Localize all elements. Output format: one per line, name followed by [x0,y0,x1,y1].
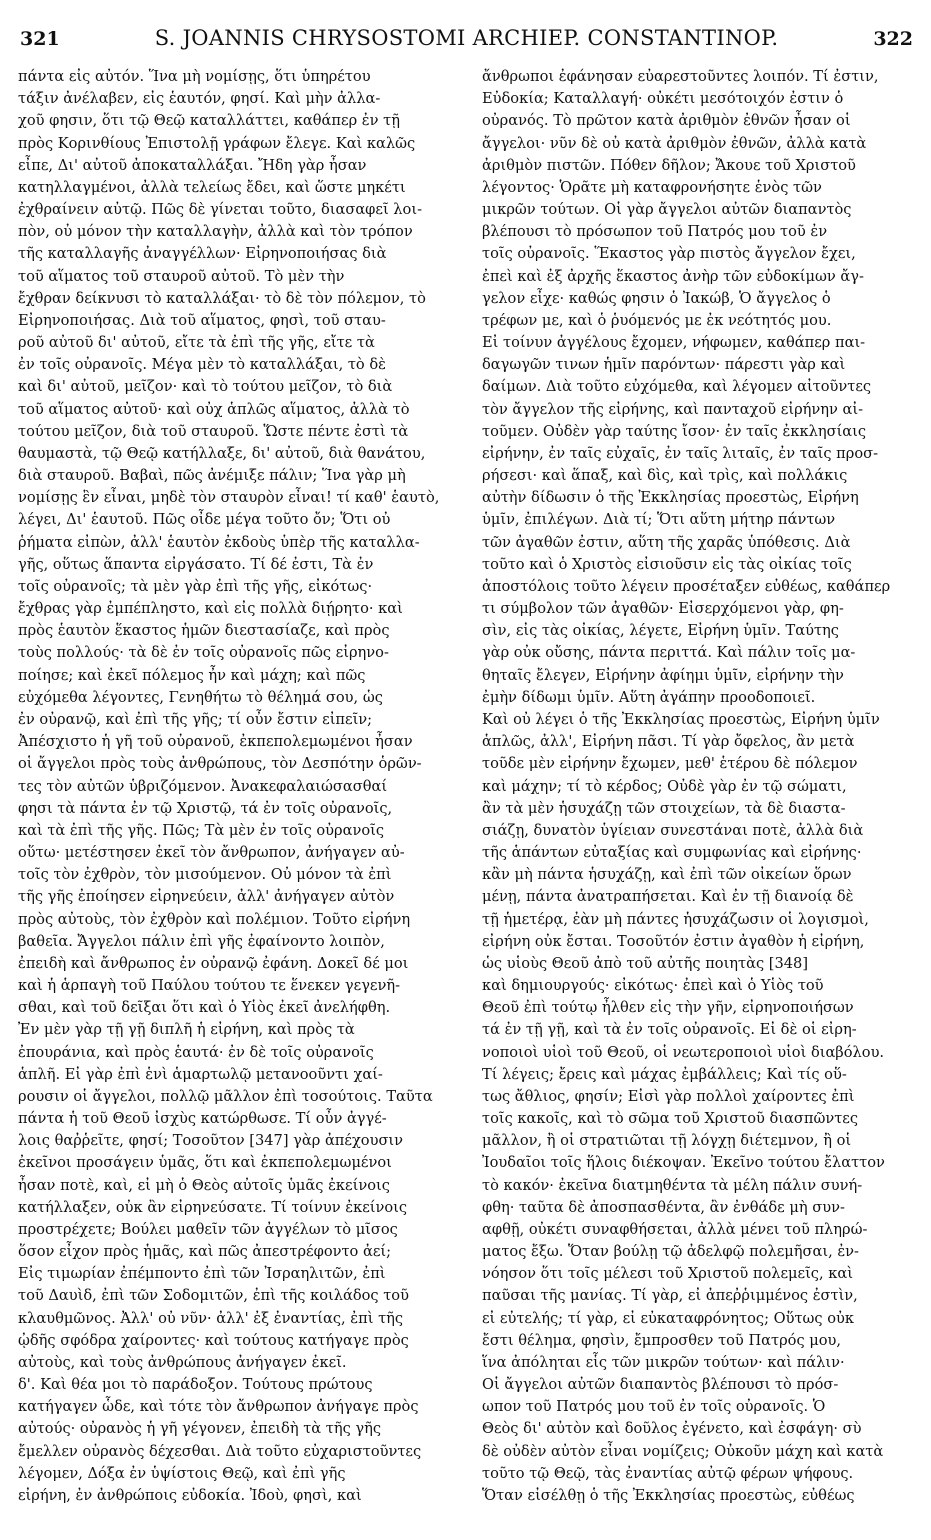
text-line: καὶ δημιουργούς· εἰκότως· ἐπεὶ καὶ ὁ Υἱὸς τοῦ [482,977,824,995]
text-line: πὸν, οὐ μόνον τὴν καταλλαγὴν, ἀλλὰ καὶ τὸν τρόπον [18,223,413,241]
text-line: πρὸς ἑαυτὸν ἕκαστος ἡμῶν διεστασίαζε, καὶ πρὸς [18,622,390,640]
text-line: ἀριθμὸν πιστῶν. Πόθεν δῆλον; Ἄκουε τοῦ Χριστοῦ [482,156,856,174]
text-line: αὐτοὺς, καὶ τοὺς ἀνθρώπους ἀνήγαγεν ἐκεῖ. [18,1353,347,1371]
text-line: οὕτω· μετέστησεν ἐκεῖ τὸν ἄνθρωπον, ἀνήγαγεν αὐ- [18,844,405,862]
text-line: φησι τὰ πάντα ἐν τῷ Χριστῷ, τά ἐν τοῖς οὐρανοῖς, [18,799,393,817]
text-line: ροῦ αὐτοῦ δι' αὐτοῦ, εἴτε τὰ ἐπὶ τῆς γῆς, εἴτε τὰ [18,334,375,352]
text-line: δὲ οὐδὲν αὐτὸν εἶναι νομίζεις; Οὐκοῦν μάχη καὶ κατὰ [482,1442,884,1460]
page-header [20,26,913,56]
text-line: εἰρήνη οὐκ ἔσται. Τοσοῦτόν ἐστιν ἀγαθὸν ἡ εἰρήνη, [482,932,865,950]
text-line: τῇ ἡμετέρᾳ, ἐὰν μὴ πάντες ἡσυχάζωσιν οἱ λογισμοὶ, [482,910,869,928]
text-line: ἦσαν ποτὲ, καὶ, εἰ μὴ ὁ Θεὸς αὐτοῖς ὑμᾶς ἐκείνοις [18,1176,390,1194]
text-line: αὐτούς· οὐρανὸς ἡ γῆ γέγονεν, ἐπειδὴ τὰ τῆς γῆς [18,1420,382,1438]
right-page-number: 322 [873,28,913,50]
text-line: ἵνα ἀπόληται εἷς τῶν μικρῶν τούτων· καὶ πάλιν· [482,1353,845,1371]
text-line: ἐκεῖνοι προσάγειν ὑμᾶς, ὅτι καὶ ἐκπεπολεμωμένοι [18,1154,392,1172]
text-line: Καὶ οὐ λέγει ὁ τῆς Ἐκκλησίας προεστὼς, Εἰρήνη ὑμῖν [482,710,880,728]
text-line: Οἱ ἄγγελοι αὐτῶν διαπαντὸς βλέπουσι τὸ πρόσ- [482,1376,839,1394]
text-line: δαγωγῶν τινων ἡμῖν παρόντων· πάρεστι γὰρ καὶ [482,356,846,374]
text-line: λέγει, Δι' ἑαυτοῦ. Πῶς οἶδε μέγα τοῦτο ὄν; Ὅτι οὐ [18,511,391,529]
text-line: ἐν τοῖς οὐρανοῖς. Μέγα μὲν τὸ καταλλάξαι, τὸ δὲ [18,356,386,374]
text-line: Ἰουδαῖοι τοῖς ἥλοις διέκοψαν. Ἐκεῖνο τούτου ἔλαττον [482,1154,885,1172]
text-line: πάντα ἡ τοῦ Θεοῦ ἰσχὺς κατώρθωσε. Τί οὖν ἀγγέ- [18,1110,387,1128]
text-line: λοις θαῤῥεῖτε, φησί; Τοσοῦτον [347] γὰρ ἀπέχουσιν [18,1132,404,1150]
text-line: παῦσαι τῆς μανίας. Τί γὰρ, εἰ ἀπεῤῥιμμένος ἐστὶν, [482,1287,858,1305]
text-line: τοῖς οὐρανοῖς; τὰ μὲν γὰρ ἐπὶ τῆς γῆς, εἰκότως· [18,577,373,595]
text-line: εἶπε, Δι' αὐτοῦ ἀποκαταλλάξαι. Ἤδη γὰρ ἦσαν [18,156,367,174]
text-line: ἐμὴν δίδωμι ὑμῖν. Αὕτη ἀγάπην προοδοποιεῖ. [482,688,816,706]
text-line: ᾠδῆς σφόδρα χαίροντες· καὶ τούτους κατήγαγε πρὸς [18,1331,409,1349]
text-line: ἐπειδὴ καὶ ἄνθρωπος ἐν οὐρανῷ ἐφάνη. Δοκεῖ δέ μοι [18,954,409,972]
text-line: τοὺς πολλούς· τὰ δὲ ἐν τοῖς οὐρανοῖς πῶς εἰρηνο- [18,644,389,662]
text-line: πρὸς αὐτοὺς, τὸν ἐχθρὸν καὶ πολέμιον. Τοῦτο εἰρήνη [18,910,411,928]
left-page-number: 321 [20,28,60,50]
text-line: τοῖς κακοῖς, καὶ τὸ σῶμα τοῦ Χριστοῦ διασπῶντες [482,1110,859,1128]
text-line: τοῦ αἵματος αὐτοῦ· καὶ οὐχ ἁπλῶς αἵματος, ἀλλὰ τὸ [18,400,410,418]
text-line: τοῦ Δαυὶδ, ἐπὶ τῶν Σοδομιτῶν, ἐπὶ τῆς κοιλάδος τοῦ [18,1287,409,1305]
text-line: νομίσῃς ἓν εἶναι, μηδὲ τὸν σταυρὸν εἶναι! τί καθ' ἑαυτὸ, [18,489,440,507]
text-line: τῶν ἀγαθῶν ἐστιν, αὕτη τῆς χαρᾶς ὑπόθεσις. Διὰ [482,533,851,551]
text-line: ἐχθραίνειν αὐτῷ. Πῶς δὲ γίνεται τοῦτο, διασαφεῖ λοι- [18,201,423,219]
text-line: εὐχόμεθα λέγοντες, Γενηθήτω τὸ θέλημά σου, ὡς [18,688,383,706]
text-line: σὶν, εἰς τὰς οἰκίας, λέγετε, Εἰρήνη ὑμῖν. Ταύτης [482,622,839,640]
text-line: εἰρήνη, ἐν ἀνθρώποις εὐδοκία. Ἰδοὺ, φησὶ, καὶ [18,1487,362,1504]
text-line: Ἐν μὲν γὰρ τῇ γῇ διπλῆ ἡ εἰρήνη, καὶ πρὸς τὰ [18,1021,355,1039]
text-line: ἔμελλεν οὐρανὸς δέχεσθαι. Διὰ τοῦτο εὐχαριστοῦντες [18,1442,422,1460]
text-line: καὶ δι' αὐτοῦ, μεῖζον· καὶ τὸ τούτου μεῖζον, τὸ διὰ [18,378,393,396]
text-line: ἄγγελοι· νῦν δὲ οὐ κατὰ ἀριθμὸν ἐθνῶν, ἀλλὰ κατὰ [482,134,867,152]
text-line: κατήγαγεν ὧδε, καὶ τότε τὸν ἄνθρωπον ἀνήγαγε πρὸς [18,1398,419,1416]
text-line: τοῖς οὐρανοῖς. Ἕκαστος γὰρ πιστὸς ἄγγελον ἔχει, [482,245,856,263]
text-line: ἀποστόλοις τοῦτο λέγειν προσέταξεν εὐθέως, καθάπερ [482,577,891,595]
text-line: μᾶλλον, ἢ οἱ στρατιῶται τῇ λόγχῃ διέτεμνον, ἢ οἱ [482,1132,852,1150]
text-line: κατήλλαξεν, οὐκ ἂν εἰρηνεύσατε. Τί τοίνυν ἐκείνοις [18,1198,408,1216]
text-line: πρὸς Κορινθίους Ἐπιστολῇ γράφων ἔλεγε. Καὶ καλῶς [18,134,416,152]
text-line: ἔστι θέλημα, φησὶν, ἔμπροσθεν τοῦ Πατρός μου, [482,1331,842,1349]
text-line: γὰρ οὐκ οὔσης, πάντα περιττά. Καὶ πάλιν τοῖς μα- [482,644,856,662]
text-line: γελον εἶχε· καθώς φησιν ὁ Ἰακώβ, Ὁ ἄγγελος ὁ [482,289,831,307]
left-text-column [18,66,456,1507]
text-line: θηταῖς ἔλεγεν, Εἰρήνην ἀφίημι ὑμῖν, εἰρήνην τὴν [482,666,844,684]
text-line: ματος ἔξω. Ὅταν βούλῃ τῷ ἀδελφῷ πολεμῆσαι, ἐν- [482,1243,859,1261]
text-line: δαίμων. Διὰ τοῦτο εὐχόμεθα, καὶ λέγομεν αἰτοῦντες [482,378,872,396]
text-line: κλαυθμῶνος. Ἀλλ' οὐ νῦν· ἀλλ' ἐξ ἐναντίας, ἐπὶ τῆς [18,1309,404,1327]
text-line: Εὐδοκία; Καταλλαγή· οὐκέτι μεσότοιχόν ἐστιν ὁ [482,90,844,108]
text-line: αφθῇ, οὐκέτι συναφθήσεται, ἀλλὰ μένει τοῦ πληρώ- [482,1220,868,1238]
text-line: Ὅταν εἰσέλθῃ ὁ τῆς Ἐκκλησίας προεστὼς, εὐθέως [482,1487,855,1504]
text-line: καὶ ἡ ἁρπαγὴ τοῦ Παύλου τούτου τε ἕνεκεν γεγενῆ- [18,977,401,995]
text-line: τὸ κακόν· ἐκεῖνα διατμηθέντα τὰ μέλη πάλιν συνή- [482,1176,863,1194]
text-line: γῆς, οὕτως ἅπαντα εἰργάσατο. Τί δέ ἐστι, Τὰ ἐν [18,555,374,573]
text-line: ωπον τοῦ Πατρός μου τοῦ ἐν τοῖς οὐρανοῖς. Ὁ [482,1398,826,1416]
text-line: ὑμῖν, ἐπιλέγων. Διὰ τί; Ὅτι αὕτη μήτηρ πάντων [482,511,836,529]
text-line: ἄνθρωποι ἐφάνησαν εὐαρεστοῦντες λοιπόν. Τί ἐστιν, [482,68,879,85]
text-line: τῆς γῆς ἐποίησεν εἰρηνεύειν, ἀλλ' ἀνήγαγεν αὐτὸν [18,888,395,906]
text-line: σιάζῃ, δυνατὸν ὑγίειαν συνεστάναι ποτὲ, ἀλλὰ διὰ [482,821,864,839]
text-line: τούτου μεῖζον, διὰ τοῦ σταυροῦ. Ὥστε πέντε ἐστὶ τὰ [18,422,409,440]
text-line: σθαι, καὶ τοῦ δεῖξαι ὅτι καὶ ὁ Υἱὸς ἐκεῖ ἀνελήφθη. [18,999,391,1017]
text-line: μικρῶν τούτων. Οἱ γὰρ ἄγγελοι αὐτῶν διαπαντὸς [482,201,852,219]
text-line: Εἰς τιμωρίαν ἐπέμποντο ἐπὶ τῶν Ἰσραηλιτῶν, ἐπὶ [18,1265,386,1283]
text-line: Θεοῦ ἐπὶ τούτῳ ἦλθεν εἰς τὴν γῆν, εἰρηνοποιήσων [482,999,854,1017]
text-line: Θεὸς δι' αὐτὸν καὶ δοῦλος ἐγένετο, καὶ ἐσφάγη· σὺ [482,1420,862,1438]
text-line: νόησον ὅτι τοῖς μέλεσι τοῦ Χριστοῦ πολεμεῖς, καὶ [482,1265,853,1283]
text-line: τως ἄθλιος, φησίν; Εἰσὶ γὰρ πολλοὶ χαίροντες ἐπὶ [482,1087,855,1105]
right-text-column [482,66,918,1507]
text-line: ρήσεσι· καὶ ἅπαξ, καὶ δὶς, καὶ τρὶς, καὶ πολλάκις [482,467,848,485]
text-line: νοποιοὶ υἱοὶ τοῦ Θεοῦ, οἱ νεωτεροποιοὶ υἱοὶ διαβόλου. [482,1043,885,1061]
text-line: ἂν τὰ μὲν ἡσυχάζῃ τῶν στοιχείων, τὰ δὲ διαστα- [482,799,846,817]
text-line: λέγομεν, Δόξα ἐν ὑψίστοις Θεῷ, καὶ ἐπὶ γῆς [18,1464,346,1482]
text-line: τοῦ αἵματος τοῦ σταυροῦ αὐτοῦ. Τὸ μὲν τὴν [18,267,345,285]
text-line: βαθεῖα. Ἄγγελοι πάλιν ἐπὶ γῆς ἐφαίνοντο λοιπὸν, [18,932,385,950]
text-line: τοῦτο καὶ ὁ Χριστὸς εἰσιοῦσιν εἰς τὰς οἰκίας τοῖς [482,555,852,573]
text-line: ὡς υἱοὺς Θεοῦ ἀπὸ τοῦ αὐτῆς ποιητὰς [348] [482,954,809,972]
text-line: ἔχθρας γὰρ ἐμπέπληστο, καὶ εἰς πολλὰ διῄρητο· καὶ [18,600,403,618]
text-line: θαυμαστὰ, τῷ Θεῷ κατήλλαξε, δι' αὐτοῦ, διὰ θανάτου, [18,444,426,462]
text-line: χοῦ φησιν, ὅτι τῷ Θεῷ καταλλάττει, καθάπερ ἐν τῇ [18,112,400,130]
text-line: Ἀπέσχιστο ἡ γῆ τοῦ οὐρανοῦ, ἐκπεπολεμωμένοι ἦσαν [18,733,413,751]
running-title: S. JOANNIS CHRYSOSTOMI ARCHIEP. CONSTANTINOP. [154,26,779,50]
text-line: τῆς ἁπάντων εὐταξίας καὶ συμφωνίας καὶ εἰρήνης· [482,844,862,862]
text-line: τάξιν ἀνέλαβεν, εἰς ἑαυτόν, φησί. Καὶ μὴν ἀλλα- [18,90,381,108]
text-line: αὐτὴν δίδωσιν ὁ τῆς Ἐκκλησίας προεστὼς, Εἰρήνη [482,489,859,507]
text-line: Τί λέγεις; ἔρεις καὶ μάχας ἐμβάλλεις; Καὶ τίς οὕ- [482,1065,847,1083]
text-line: εἰ εὐτελής; τί γὰρ, εἰ εὐκαταφρόνητος; Οὕτως οὐκ [482,1309,855,1327]
text-line: τοῦμεν. Οὐδὲν γὰρ ταύτης ἴσον· ἐν ταῖς ἐκκλησίαις [482,422,867,440]
text-line: ὅσον εἶχον πρὸς ἡμᾶς, καὶ πῶς ἀπεστρέφοντο ἀεί; [18,1243,392,1261]
text-line: ἐν οὐρανῷ, καὶ ἐπὶ τῆς γῆς; τί οὖν ἔστιν εἰπεῖν; [18,710,373,728]
text-line: βλέπουσι τὸ πρόσωπον τοῦ Πατρός μου τοῦ ἐν [482,223,828,241]
text-line: ποίησε; καὶ ἐκεῖ πόλεμος ἦν καὶ μάχη; καὶ πῶς [18,666,366,684]
text-line: Εἰρηνοποιήσας. Διὰ τοῦ αἵματος, φησὶ, τοῦ σταυ- [18,311,386,329]
text-line: τά ἐν τῇ γῇ, καὶ τὰ ἐν τοῖς οὐρανοῖς. Εἰ δὲ οἱ εἰρη- [482,1021,857,1039]
text-line: λέγοντος· Ὁρᾶτε μὴ καταφρονήσητε ἑνὸς τῶν [482,178,822,196]
text-line: οὐρανός. Τὸ πρῶτον κατὰ ἀριθμὸν ἐθνῶν ἦσαν οἱ [482,112,851,130]
text-line: διὰ σταυροῦ. Βαβαὶ, πῶς ἀνέμιξε πάλιν; Ἵνα γὰρ μὴ [18,467,406,485]
text-line: δ'. Καὶ θέα μοι τὸ παράδοξον. Τούτους πρώτους [18,1376,373,1394]
text-line: πάντα εἰς αὐτόν. Ἵνα μὴ νομίσῃς, ὅτι ὑπηρέτου [18,68,371,85]
text-line: εἰρήνην, ἐν ταῖς εὐχαῖς, ἐν ταῖς λιταῖς, ἐν ταῖς προσ- [482,444,879,462]
text-line: ἁπλῆ. Εἰ γὰρ ἐπὶ ἑνὶ ἁμαρτωλῷ μετανοοῦντι χαί- [18,1065,383,1083]
text-line: καὶ μάχην; τί τὸ κέρδος; Οὐδὲ γὰρ ἐν τῷ σώματι, [482,777,847,795]
text-line: τες τὸν αὐτῶν ὑβριζόμενον. Ἀνακεφαλαιώσασθαί [18,777,388,795]
text-line: κατηλλαγμένοι, ἀλλὰ τελείως ἔδει, καὶ ὥστε μηκέτι [18,178,406,196]
text-line: ῥήματα εἰπὼν, ἀλλ' ἑαυτὸν ἐκδοὺς ὑπὲρ τῆς καταλλα- [18,533,420,551]
text-line: Εἰ τοίνυν ἀγγέλους ἔχομεν, νήφωμεν, καθάπερ παι- [482,334,866,352]
text-line: τρέφων με, καὶ ὁ ῥυόμενός με ἐκ νεότητός μου. [482,311,832,329]
text-line: τῆς καταλλαγῆς ἀναγγέλλων· Εἰρηνοποιήσας διὰ [18,245,387,263]
text-line: οἱ ἄγγελοι πρὸς τοὺς ἀνθρώπους, τὸν Δεσπότην ὁρῶν- [18,755,422,773]
text-line: καὶ τὰ ἐπὶ τῆς γῆς. Πῶς; Τὰ μὲν ἐν τοῖς οὐρανοῖς [18,821,385,839]
text-line: τοῦδε μὲν εἰρήνην ἔχωμεν, μεθ' ἑτέρου δὲ πόλεμον [482,755,858,773]
text-line: φθη· ταῦτα δὲ ἀποσπασθέντα, ἂν ἐνθάδε μὴ συν- [482,1198,845,1216]
text-line: ἔχθραν δείκνυσι τὸ καταλλάξαι· τὸ δὲ τὸν πόλεμον, τὸ [18,289,426,307]
text-line: κἂν μὴ πάντα ἡσυχάζῃ, καὶ ἐπὶ τῶν οἰκείων ὅρων [482,866,852,884]
text-line: τι σύμβολον τῶν ἀγαθῶν· Εἰσερχόμενοι γὰρ, φη- [482,600,844,618]
text-line: τοῖς τὸν ἐχθρὸν, τὸν μισούμενον. Οὐ μόνον τὰ ἐπὶ [18,866,392,884]
text-line: ἁπλῶς, ἀλλ', Εἰρήνη πᾶσι. Τί γὰρ ὄφελος, ἂν μετὰ [482,733,855,751]
text-line: ἐπεὶ καὶ ἐξ ἀρχῆς ἕκαστος ἀνὴρ τῶν εὐδοκίμων ἄγ- [482,267,864,285]
text-line: τὸν ἄγγελον τῆς εἰρήνης, καὶ πανταχοῦ εἰρήνην αἰ- [482,400,864,418]
text-line: ρουσιν οἱ ἄγγελοι, πολλῷ μᾶλλον ἐπὶ τοσούτοις. Ταῦτα [18,1087,433,1105]
text-line: προστρέχετε; Βούλει μαθεῖν τῶν ἀγγέλων τὸ μῖσος [18,1220,398,1238]
text-line: ἐπουράνια, καὶ πρὸς ἑαυτά· ἐν δὲ τοῖς οὐρανοῖς [18,1043,374,1061]
text-line: τοῦτο τῷ Θεῷ, τὰς ἐναντίας αὐτῷ φέρων ψήφους. [482,1464,854,1482]
text-line: μένῃ, πάντα ἀνατραπήσεται. Καὶ ἐν τῇ διανοίᾳ δὲ [482,888,854,906]
